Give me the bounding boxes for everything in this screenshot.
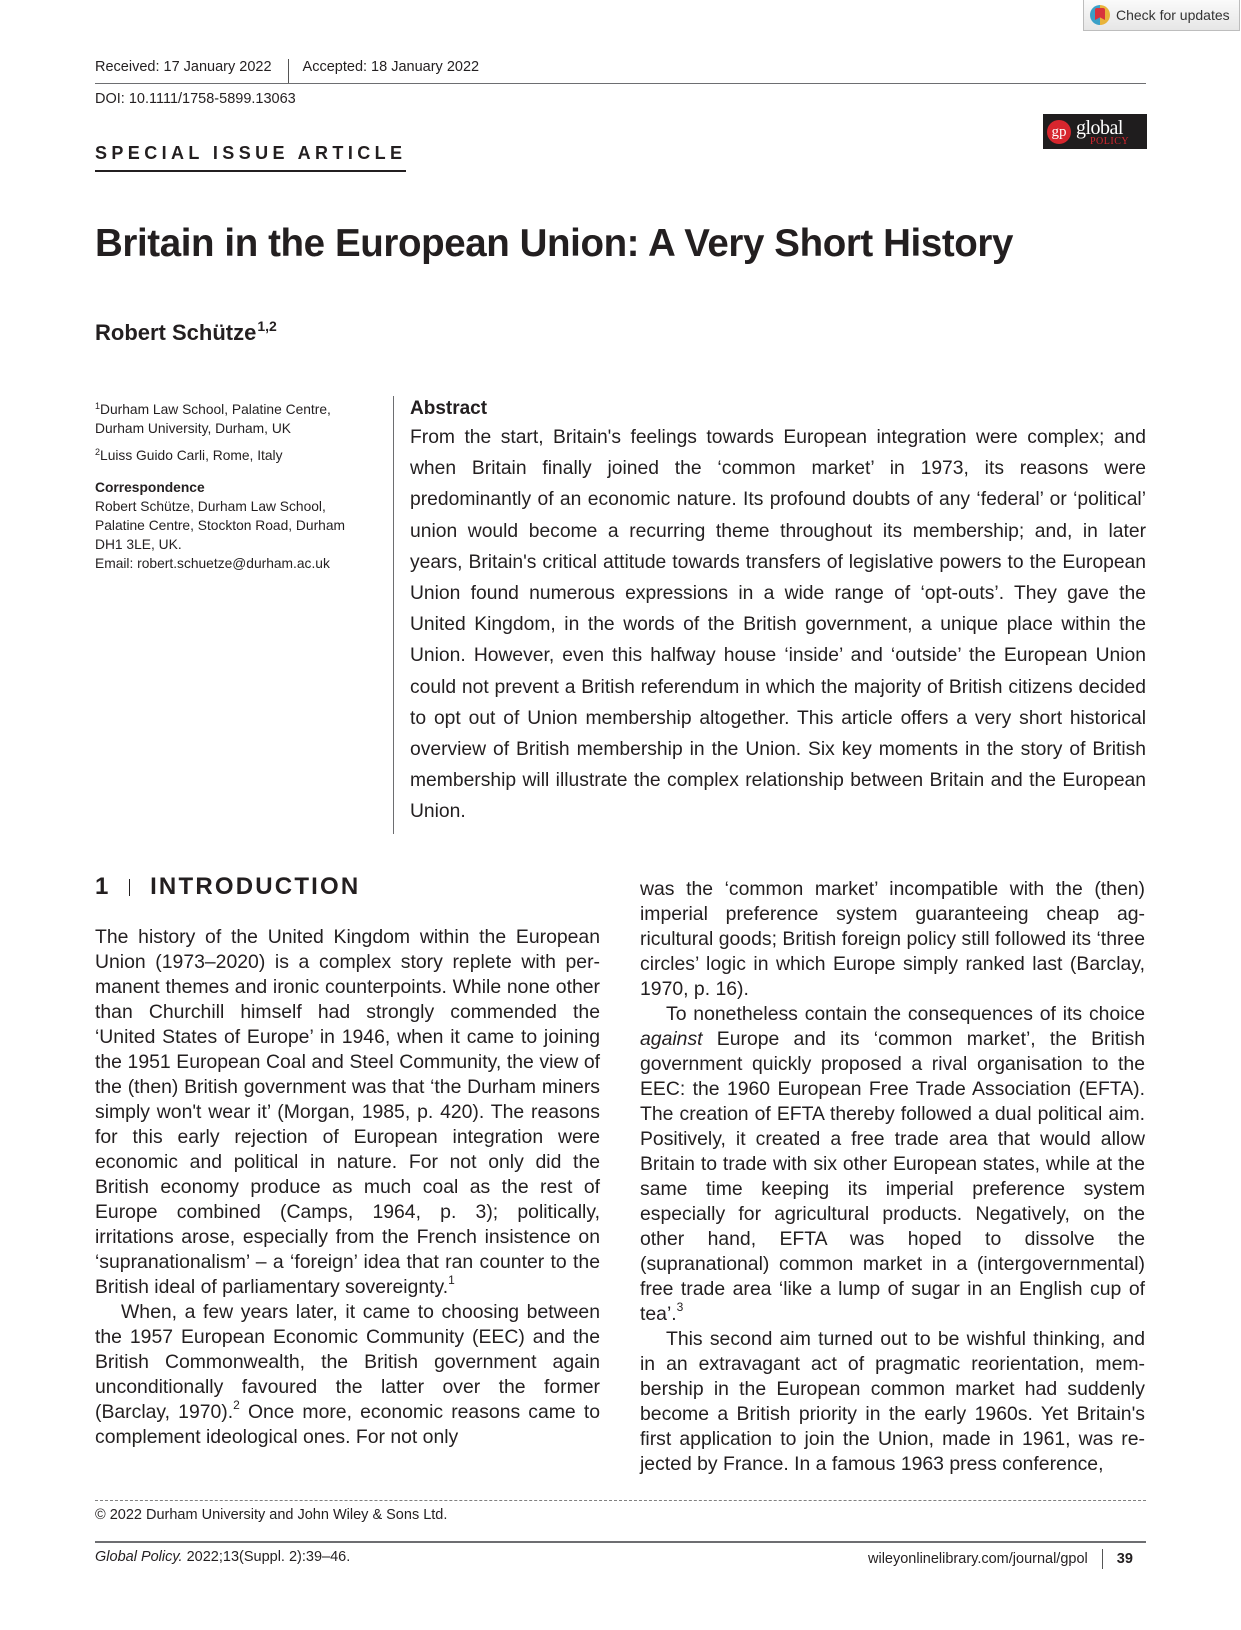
check-for-updates-button[interactable] bbox=[1083, 0, 1240, 31]
footnote-ref[interactable]: 1 bbox=[448, 1273, 455, 1287]
correspondence-heading: Correspondence bbox=[95, 480, 205, 495]
body-column-right bbox=[640, 877, 1145, 1477]
abstract-rule bbox=[393, 396, 394, 834]
author-name[interactable]: Robert Schütze bbox=[95, 320, 257, 345]
affiliation-1: $^1$Durham Law School, Palatine Centre, Durham University, Durham, UK bbox=[95, 401, 331, 436]
accepted-date: Accepted: 18 January 2022 bbox=[302, 59, 480, 75]
author bbox=[95, 318, 277, 346]
correspondence bbox=[95, 478, 380, 573]
footer-rule bbox=[95, 1541, 1146, 1543]
paragraph: When, a few years later, it came to choosing between the 1957 European Economic Community (EEC) and the British Commonwealth, the British government again unconditionally favoured the latter over the former (Barclay, 1970).$^2$ Once more, economic reasons came to complement ideological ones. For not only bbox=[95, 1301, 600, 1448]
article-dates bbox=[95, 59, 1146, 84]
divider bbox=[288, 59, 289, 83]
body-column-left bbox=[95, 925, 600, 1450]
correspondence-line: Palatine Centre, Stockton Road, Durham bbox=[95, 518, 346, 533]
divider bbox=[129, 879, 131, 896]
check-for-updates-label: Check for updates bbox=[1116, 7, 1230, 23]
logo-sub: POLICY bbox=[1090, 135, 1130, 147]
received-date: Received: 17 January 2022 bbox=[95, 59, 272, 75]
journal-citation: Global Policy. 2022;13(Suppl. 2):39–46. bbox=[95, 1549, 351, 1565]
abstract-heading: Abstract bbox=[410, 398, 488, 419]
section-number: 1 bbox=[95, 873, 111, 900]
divider bbox=[1102, 1549, 1103, 1569]
footnote-ref[interactable]: 3 bbox=[676, 1300, 684, 1314]
affiliations bbox=[95, 397, 380, 470]
author-affiliation-refs: 1,2 bbox=[257, 318, 277, 334]
paragraph: The history of the United Kingdom within the European Union (1973–2020) is a complex story replete with permanent themes and ironic counterpoints. While none other than Churchill himself had strongly commended the ‘United States of Europe’ in 1946, when it came to joining the 1951 European Coal and Steel Community, the view of the (then) British government was that ‘the Durham miners simply won't wear it’ (Morgan, 1985, p. 420). The reasons for this early rejection of European integration were economic and political in nature. For not only did the British economy produce as much coal as the rest of Europe combined (Camps, 1964, p. 3); politically, irritations arose, especially from the French insistence on ‘supranationalism’ – a ‘foreign’ idea that ran counter to the British ideal of parliamentary sovereignty.$^1$ bbox=[95, 926, 600, 1298]
logo-word: global bbox=[1076, 116, 1123, 139]
bookmark-icon bbox=[1090, 5, 1110, 25]
paragraph: This second aim turned out to be wishful thinking, and in an extravagant act of pragmatic reorientation, membership in the European common market had suddenly become a British priority in the early 1960s. Yet Britain's first application to join the Union, made in 1961, was rejected by France. In a famous 1963 press conference, bbox=[640, 1328, 1145, 1475]
copyright: © 2022 Durham University and John Wiley & Sons Ltd. bbox=[95, 1507, 448, 1523]
section-title: INTRODUCTION bbox=[150, 873, 361, 900]
page-number: 39 bbox=[1116, 1551, 1133, 1567]
doi[interactable]: DOI: 10.1111/1758-5899.13063 bbox=[95, 91, 296, 107]
correspondence-line: Robert Schütze, Durham Law School, bbox=[95, 499, 326, 514]
correspondence-line: DH1 3LE, UK. bbox=[95, 537, 182, 552]
article-title: Britain in the European Union: A Very Short History bbox=[95, 222, 1013, 265]
abstract-text: From the start, Britain's feelings towards European integration were complex; and when Britain finally joined the ‘common market’ in 1973, its reasons were predominantly of an economic nature. Its profound doubts of any ‘federal’ or ‘political’ union would become a recurring theme throughout its membership; and, in later years, Britain's critical attitude towards transfers of legislative powers to the European Union found numerous expressions in a wide range of ‘opt-outs’. They gave the United Kingdom, in the words of the British government, a unique place within the Union. However, even this halfway house ‘inside’ and ‘outside’ the European Union could not prevent a British referendum in which the majority of British citizens decided to opt out of Union membership altogether. This article offers a very short historical overview of British membership in the Union. Six key moments in the story of British membership will illustrate the complex relationship between Britain and the European Union. bbox=[410, 427, 1146, 823]
footer-dashed-rule bbox=[95, 1500, 1146, 1501]
journal-url[interactable]: wileyonlinelibrary.com/journal/gpol bbox=[868, 1551, 1088, 1567]
paragraph: To nonetheless contain the consequences of its choice against Europe and its ‘common market’, the British government quickly proposed a rival organisation to the EEC: the 1960 European Free Trade Association (EFTA). The creation of EFTA thereby followed a dual political aim. Positively, it created a free trade area that would allow Britain to trade with six other European states, while at the same time keeping its imperial preference system especially for agricultural products. Negatively, on the other hand, EFTA was hoped to dissolve the (supranational) common market in a (intergovernmental) free trade area ‘like a lump of sugar in an English cup of tea’.$^3$ bbox=[640, 1003, 1145, 1325]
article-type: SPECIAL ISSUE ARTICLE bbox=[95, 143, 406, 172]
footnote-ref[interactable]: 2 bbox=[233, 1398, 240, 1412]
affiliation-2: $^2$Luiss Guido Carli, Rome, Italy bbox=[95, 447, 283, 463]
footer-right bbox=[868, 1549, 1133, 1569]
section-heading bbox=[95, 873, 360, 901]
journal-logo bbox=[1043, 114, 1147, 149]
abstract bbox=[410, 396, 1146, 828]
correspondence-email[interactable]: Email: robert.schuetze@durham.ac.uk bbox=[95, 556, 330, 571]
paragraph: was the ‘common market’ incompatible with the (then) imperial preference system guaranteeing cheap agricultural goods; British foreign policy still followed its ‘three circles’ logic in which Europe simply ranked last (Barclay, 1970, p. 16). bbox=[640, 878, 1145, 1000]
gp-logo-icon: gp bbox=[1047, 120, 1071, 144]
